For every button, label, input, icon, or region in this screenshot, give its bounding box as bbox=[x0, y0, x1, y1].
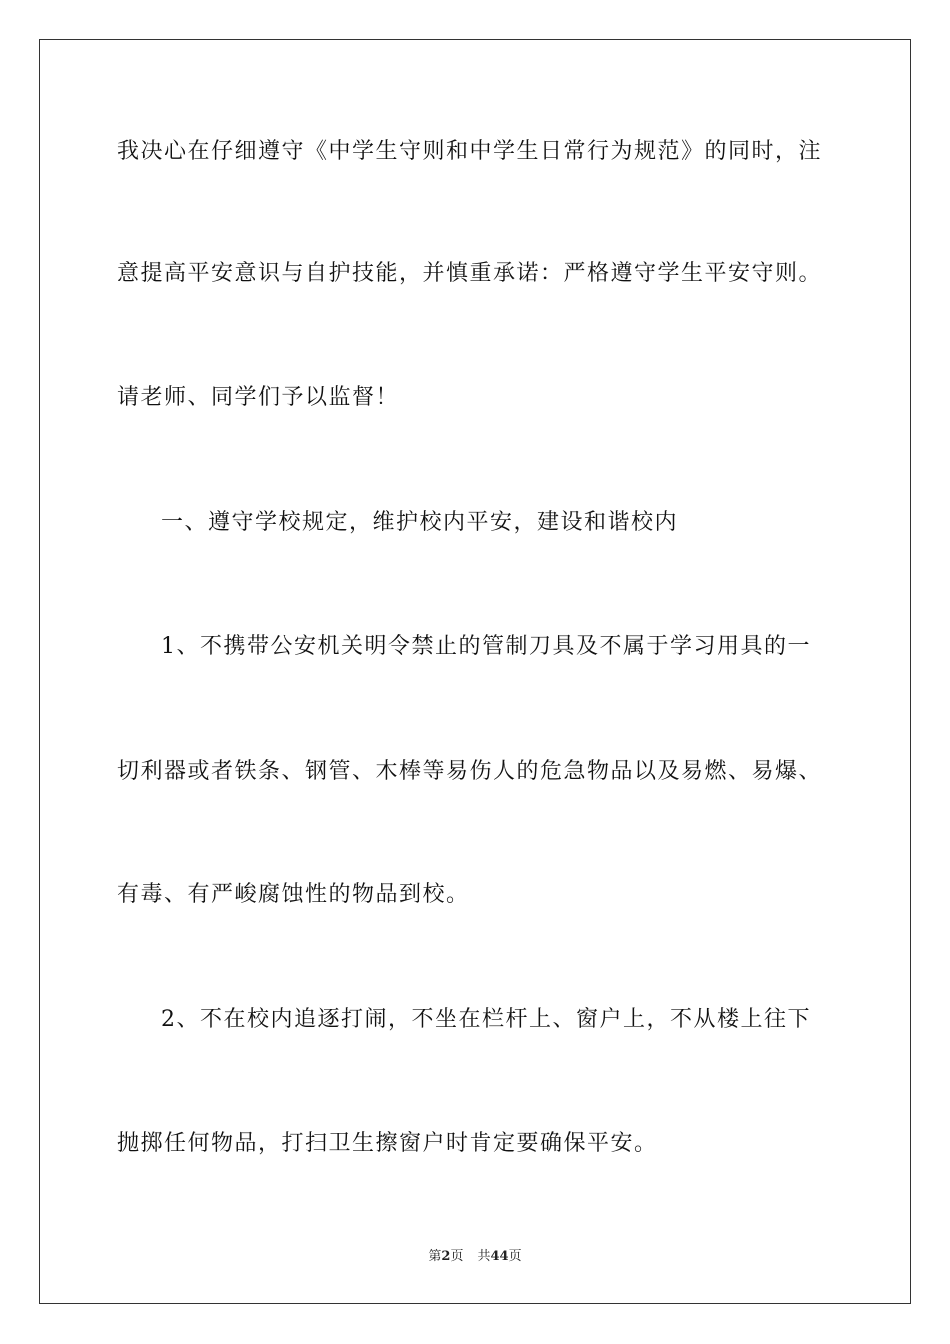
footer-page-current: 2 bbox=[441, 1249, 451, 1264]
body-line-1: 我决心在仔细遵守《中学生守则和中学生日常行为规范》的同时，注 bbox=[117, 139, 823, 164]
body-line-6: 切利器或者铁条、钢管、木棒等易伤人的危急物品以及易燃、易爆、 bbox=[117, 759, 823, 784]
body-line-8: 2、不在校内追逐打闹，不坐在栏杆上、窗户上，不从楼上往下 bbox=[161, 1007, 811, 1032]
body-line-5: 1、不携带公安机关明令禁止的管制刀具及不属于学习用具的一 bbox=[161, 634, 811, 659]
body-line-3: 请老师、同学们予以监督！ bbox=[117, 385, 400, 410]
body-line-7: 有毒、有严峻腐蚀性的物品到校。 bbox=[117, 882, 470, 907]
page-border bbox=[39, 39, 911, 1304]
body-line-2: 意提高平安意识与自护技能，并慎重承诺：严格遵守学生平安守则。 bbox=[117, 261, 823, 286]
page-footer bbox=[0, 1248, 950, 1266]
section-heading: 一、遵守学校规定，维护校内平安，建设和谐校内 bbox=[161, 510, 679, 535]
footer-page-prefix: 第 bbox=[428, 1249, 442, 1264]
footer-total-suffix: 页 bbox=[508, 1249, 522, 1264]
footer-page-suffix: 页 bbox=[450, 1249, 464, 1264]
footer-total-prefix: 共 bbox=[477, 1249, 491, 1264]
body-line-9: 抛掷任何物品，打扫卫生擦窗户时肯定要确保平安。 bbox=[117, 1131, 658, 1156]
footer-page-total: 44 bbox=[490, 1249, 509, 1264]
